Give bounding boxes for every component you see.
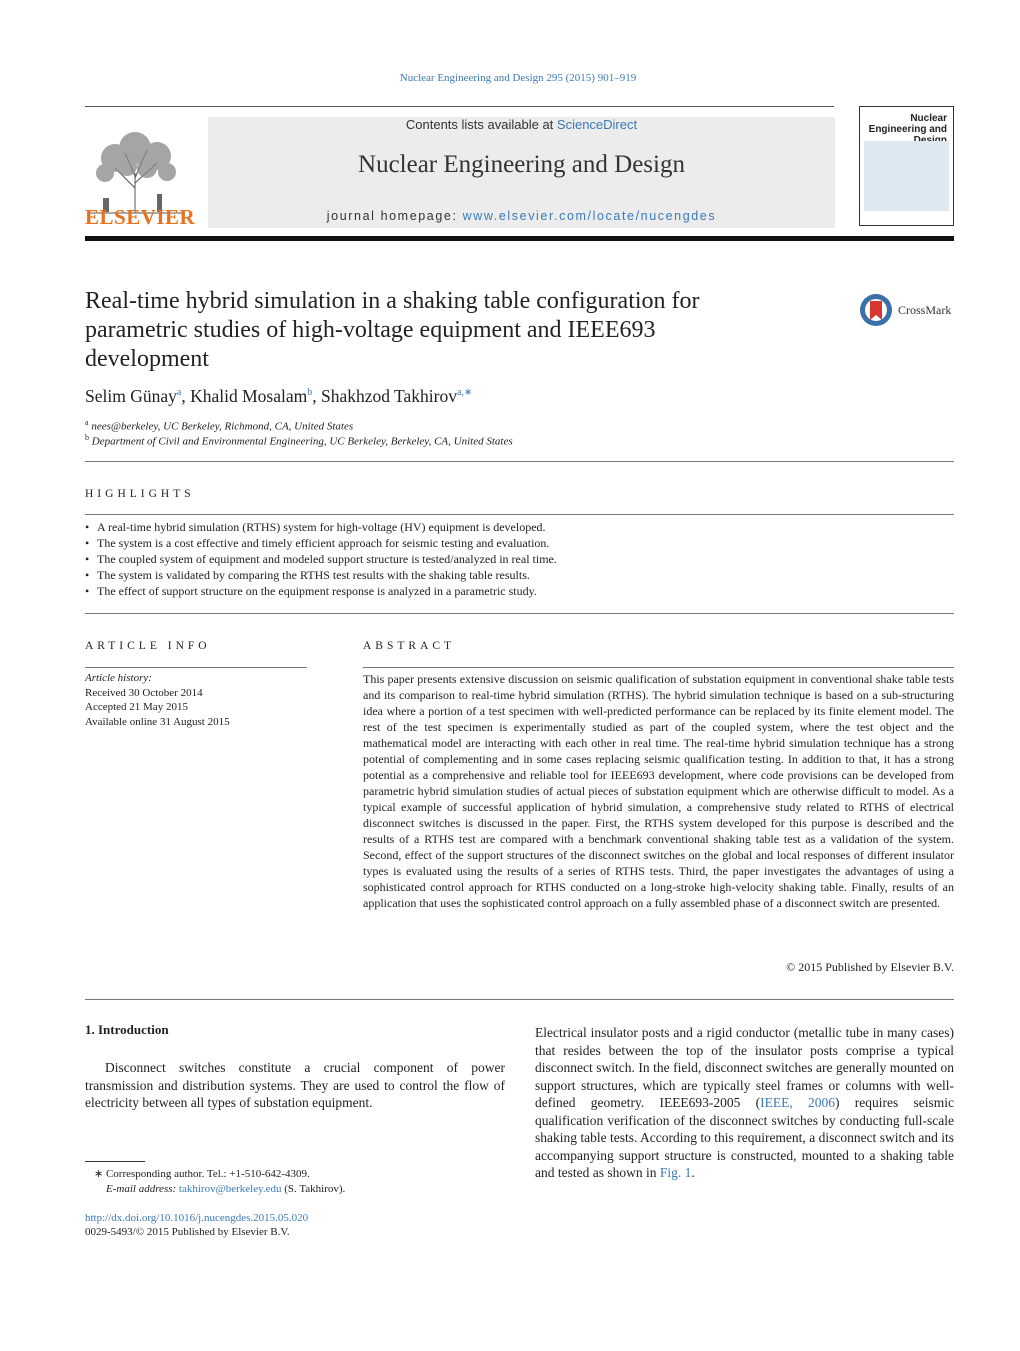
section-heading: 1. Introduction bbox=[85, 1022, 169, 1037]
article-history: Article history: Received 30 October 2014 Accepted 21 May 2015 Available online 31 August 2015 bbox=[85, 672, 230, 728]
journal-citation[interactable]: Nuclear Engineering and Design 295 (2015) 901–919 bbox=[399, 72, 637, 84]
homepage-link[interactable]: www.elsevier.com/locate/nucengdes bbox=[462, 209, 717, 223]
crossmark-label: CrossMark bbox=[898, 303, 952, 317]
author-list: Selim Günay$^a$, Khalid Mosalam$^b$, Shakhzod Takhirov$^{a,∗}$ bbox=[85, 386, 473, 406]
email-note: E-mail address: takhirov@berkeley.edu (S. Takhirov). bbox=[106, 1183, 346, 1195]
section-rule bbox=[85, 514, 954, 515]
author-name[interactable]: Selim Günay bbox=[85, 386, 177, 406]
contents-line: Contents lists available at ScienceDirect bbox=[405, 117, 638, 132]
journal-cover-thumbnail bbox=[859, 106, 954, 226]
email-link[interactable]: takhirov@berkeley.edu bbox=[178, 1183, 282, 1195]
highlight-item: • The effect of support structure on the equipment response is analyzed in a parametric study. bbox=[85, 583, 954, 599]
cover-title: Nuclear Engineering and bbox=[868, 113, 947, 135]
journal-homepage: journal homepage: www.elsevier.com/locate/nucengdes bbox=[326, 209, 717, 223]
crossmark-icon bbox=[858, 292, 894, 328]
corresponding-author-note: ∗ Corresponding author. Tel.: +1-510-642-4309. bbox=[94, 1168, 310, 1180]
article-info-heading: ARTICLE INFO bbox=[85, 640, 211, 652]
highlights-list bbox=[85, 519, 954, 599]
journal-masthead bbox=[208, 117, 835, 228]
article-info-rule bbox=[85, 667, 307, 668]
abstract-rule bbox=[363, 667, 954, 668]
section-rule bbox=[85, 613, 954, 614]
header-thick-rule bbox=[85, 236, 954, 241]
crossmark-badge[interactable] bbox=[858, 292, 954, 328]
cover-band bbox=[864, 141, 949, 211]
affiliation: $^b$ Department of Civil and Environmental Engineering, UC Berkeley, Berkeley, CA, United States bbox=[85, 433, 513, 448]
header-rule bbox=[85, 106, 834, 107]
journal-title: Nuclear Engineering and Design bbox=[358, 151, 685, 178]
figure-link[interactable]: Fig. 1 bbox=[659, 1165, 692, 1180]
issn-line: 0029-5493/© 2015 Published by Elsevier B.V. bbox=[85, 1226, 290, 1238]
highlight-item: • The coupled system of equipment and modeled support structure is tested/analyzed in real time. bbox=[85, 551, 954, 567]
article-title: Real-time hybrid simulation in a shaking table configuration for parametric studies of high-voltage equipment and IEEE693 development bbox=[85, 288, 700, 372]
elsevier-wordmark: ELSEVIER bbox=[85, 205, 196, 229]
copyright-notice: © 2015 Published by Elsevier B.V. bbox=[786, 960, 954, 974]
section-rule bbox=[85, 461, 954, 462]
author-name[interactable]: Shakhzod Takhirov bbox=[320, 386, 457, 406]
highlight-item: • The system is validated by comparing the RTHS test results with the shaking table results. bbox=[85, 567, 954, 583]
abstract-heading: ABSTRACT bbox=[363, 640, 456, 652]
body-paragraph: Electrical insulator posts and a rigid conductor (metallic tube in many cases) that resides between the top of the insulator posts comprise a typical disconnect switch. In the field, disconnect switches are generally mounted on support structures, which are typically steel frames or columns with well-defined geometry. IEEE693-2005 (IEEE, 2006) requires seismic qualification verification of the disconnect switches by conducting full-scale shaking table tests. According to this requirement, a disconnect switch and its accompanying support structure is constructed, mounted to a shaking table and tested as shown in Fig. 1. bbox=[535, 1025, 954, 1180]
highlight-item: • A real-time hybrid simulation (RTHS) system for high-voltage (HV) equipment is developed. bbox=[85, 519, 954, 535]
highlights-heading: HIGHLIGHTS bbox=[85, 488, 195, 500]
doi-link[interactable]: http://dx.doi.org/10.1016/j.nucengdes.2015.05.020 bbox=[85, 1212, 309, 1224]
affiliation: $^a$ nees@berkeley, UC Berkeley, Richmond, CA, United States bbox=[85, 418, 354, 433]
author-name[interactable]: Khalid Mosalam bbox=[190, 386, 308, 406]
sciencedirect-link[interactable]: ScienceDirect bbox=[556, 117, 638, 132]
abstract-text: This paper presents extensive discussion on seismic qualification of substation equipment in conventional shake table tests and its comparison to real-time hybrid simulation (RTHS). The hybrid simulation technique is based on a sub-structuring idea where a portion of a test specimen with well-predicted performance can be replaced by its finite element model. The rest of the test specimen is experimentally studied as part of the coupled system, where the test object and the mathematical model are interacting with each other in real time. The real-time hybrid simulation technique has a strong potential of complementing and in some cases replacing seismic qualification testing. In addition to that, it has a strong potential as a comprehensive and reliable tool for IEEE693 development, where code provisions can be developed from parametric hybrid simulation studies of actual pieces of substation equipment which are otherwise difficult to model. As a typical example of successful application of hybrid simulation, a comprehensive study related to RTHS of electrical disconnect switches is discussed in the paper. First, the RTHS system developed for this purpose is described and the results of a RTHS test are compared with a benchmark conventional shaking table test as a validation of the system. Second, effect of the support structures of the disconnect switches on the global and local responses of different insulator types is evaluated using the results of a series of RTHS tests. Third, the paper investigates the advantages of using a sophisticated control approach for RTHS conducted on a long-stroke high-velocity shaking table. Finally, results of an application that uses the sophisticated control approach on a fully assembled phase of a disconnect switch are presented. bbox=[363, 672, 954, 910]
section-rule bbox=[85, 999, 954, 1000]
citation-link[interactable]: IEEE, 2006 bbox=[760, 1095, 836, 1110]
highlight-item: • The system is a cost effective and timely efficient approach for seismic testing and evaluation. bbox=[85, 535, 954, 551]
footnote-rule bbox=[85, 1161, 145, 1162]
body-paragraph: Disconnect switches constitute a crucial component of power transmission and distribution systems. They are used to control the flow of electricity between all types of substation equipment. bbox=[85, 1060, 505, 1110]
